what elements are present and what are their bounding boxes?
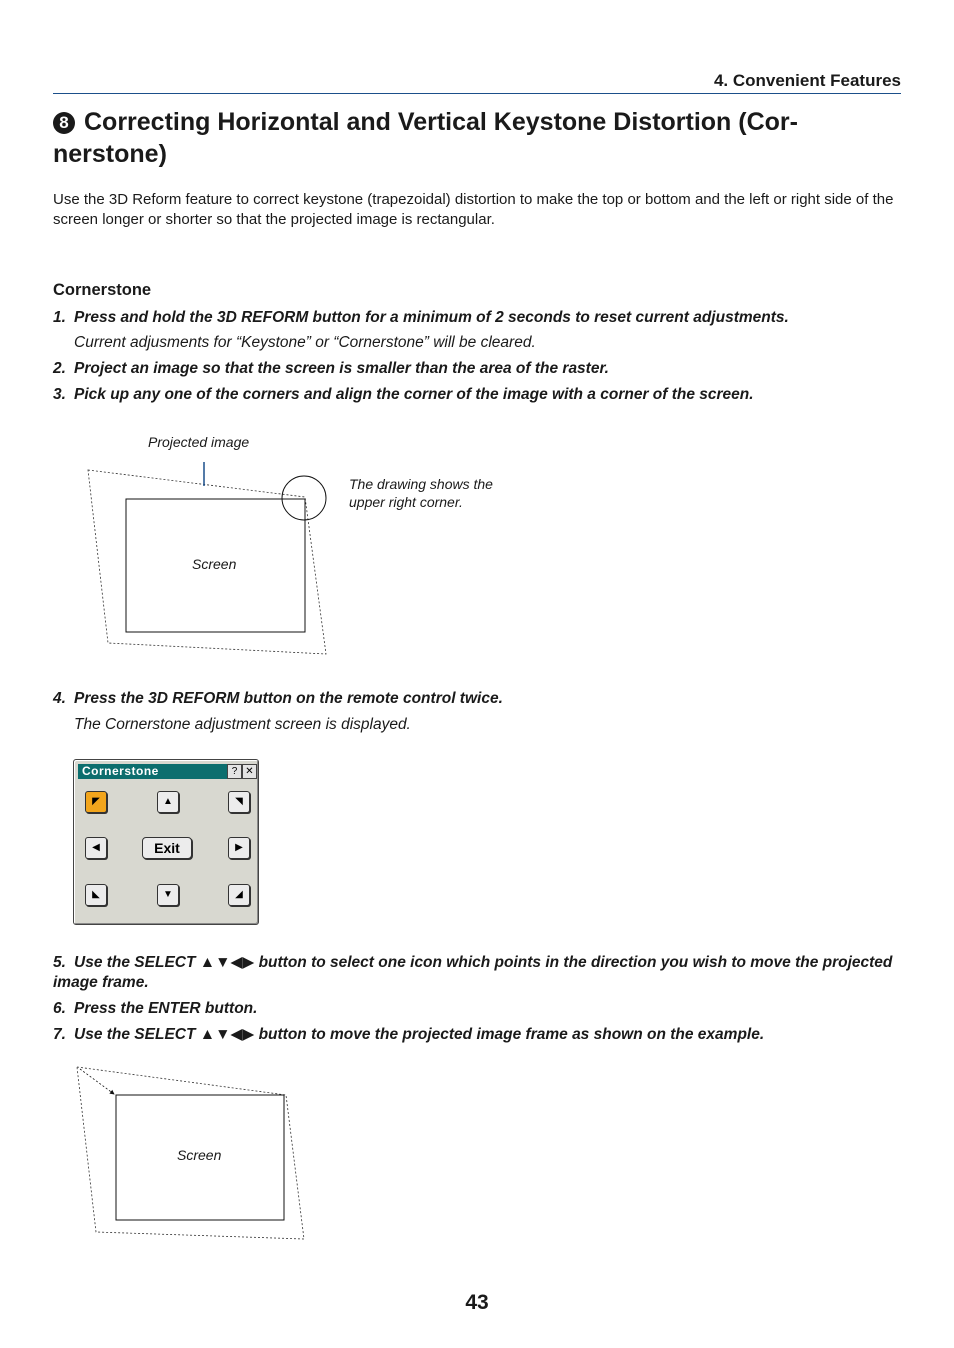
exit-button[interactable]: Exit (142, 837, 192, 859)
step-number: 1. (53, 309, 66, 326)
step-1-note: Current adjusments for “Keystone” or “Cornerstone” will be cleared. (74, 334, 536, 351)
heading-title: Correcting Horizontal and Vertical Keystone Distortion (Cor-nerstone) (53, 108, 798, 168)
move-right-button[interactable]: ▶ (228, 837, 250, 859)
step-3 (53, 385, 903, 405)
step-text: Pick up any one of the corners and align the corner of the image with a corner of the screen. (74, 386, 754, 403)
step-4-note: The Cornerstone adjustment screen is displayed. (74, 716, 411, 733)
corner-bottom-right-button[interactable]: ◢ (228, 884, 250, 906)
corner-note-line-2: upper right corner. (349, 494, 463, 510)
step-text: Press the ENTER button. (74, 1000, 258, 1017)
subheading: Cornerstone (53, 281, 152, 299)
intro-paragraph: Use the 3D Reform feature to correct keystone (trapezoidal) distortion to make the top or bottom and the left or right side of the screen longer or shorter so that the projected image is rectangular. (53, 191, 894, 228)
step-number: 2. (53, 360, 66, 377)
page-number: 43 (465, 1291, 489, 1314)
move-down-button[interactable]: ▼ (157, 884, 179, 906)
corner-top-right-button[interactable]: ◥ (228, 791, 250, 813)
step-4 (53, 689, 903, 709)
corner-note-line-1: The drawing shows the (349, 476, 493, 492)
move-arrow (80, 1069, 114, 1094)
step-5 (53, 953, 903, 993)
dialog-title: Cornerstone (78, 764, 232, 779)
help-button[interactable]: ? (227, 764, 242, 779)
screen-label-2: Screen (177, 1147, 222, 1163)
heading-number-badge: 8 (53, 112, 75, 134)
step-6 (53, 999, 903, 1019)
corner-top-left-button[interactable]: ◤ (85, 791, 107, 813)
move-up-button[interactable]: ▲ (157, 791, 179, 813)
step-number: 4. (53, 690, 66, 707)
step-text: Press and hold the 3D REFORM button for a minimum of 2 seconds to reset current adjustments. (74, 309, 789, 326)
projected-image-label: Projected image (148, 434, 250, 450)
header-rule (53, 93, 901, 94)
step-text: Press the 3D REFORM button on the remote control twice. (74, 690, 503, 707)
corner-bottom-left-button[interactable]: ◣ (85, 884, 107, 906)
step-text: Project an image so that the screen is smaller than the area of the raster. (74, 360, 609, 377)
close-button[interactable]: ✕ (242, 764, 257, 779)
move-left-button[interactable]: ◀ (85, 837, 107, 859)
step-1 (53, 308, 903, 328)
step-7 (53, 1025, 903, 1045)
screen-label: Screen (192, 556, 237, 572)
step-2 (53, 359, 903, 379)
step-number: 6. (53, 1000, 66, 1017)
step-text: Use the SELECT ▲▼◀▶ button to select one icon which points in the direction you wish to move the projected image frame. (53, 954, 893, 991)
step-text: Use the SELECT ▲▼◀▶ button to move the projected image frame as shown on the example. (74, 1026, 765, 1043)
step-number: 5. (53, 954, 66, 971)
page-heading (53, 106, 903, 170)
step-number: 3. (53, 386, 66, 403)
step-number: 7. (53, 1026, 66, 1043)
cornerstone-dialog (73, 759, 259, 925)
section-header: 4. Convenient Features (713, 71, 901, 90)
